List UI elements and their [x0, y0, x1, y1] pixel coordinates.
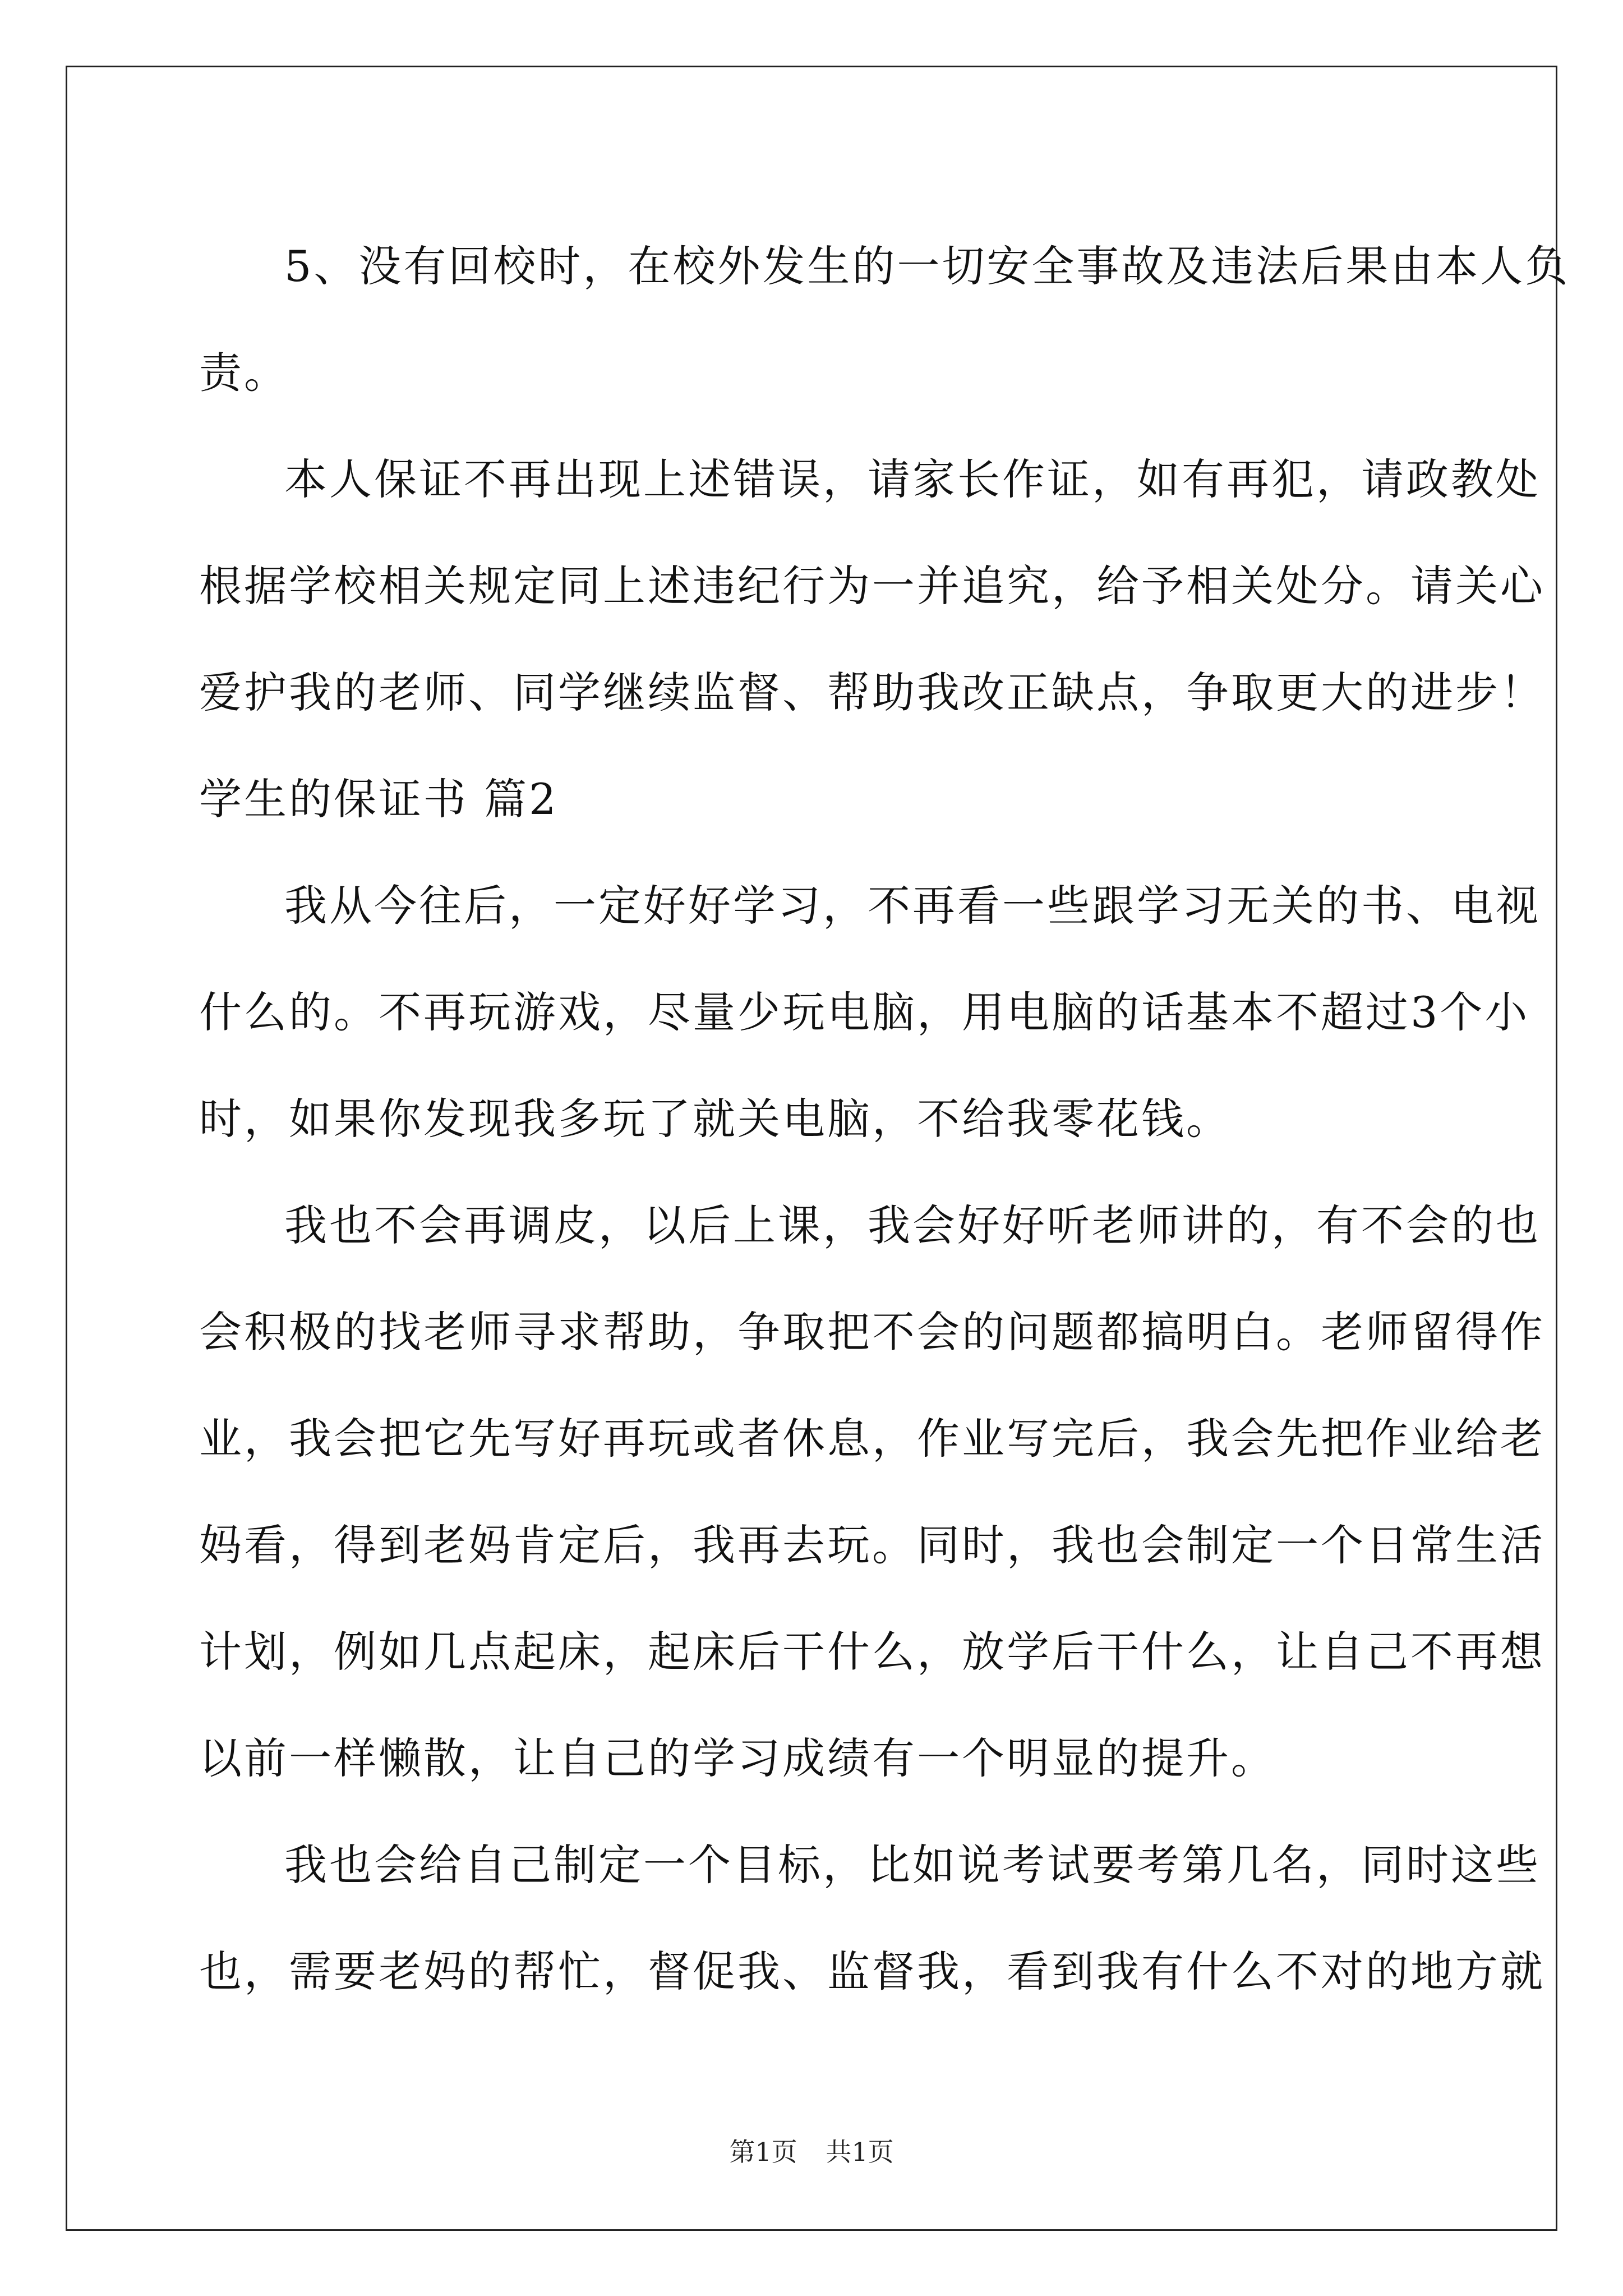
text-line: 什么的。不再玩游戏，尽量少玩电脑，用电脑的话基本不超过3个小 [199, 987, 1530, 1037]
text-line: 业，我会把它先写好再玩或者休息，作业写完后，我会先把作业给老 [199, 1414, 1545, 1464]
text-line: 计划，例如几点起床，起床后干什么，放学后干什么，让自己不再想 [199, 1627, 1545, 1677]
section-heading: 学生的保证书 篇2 [199, 774, 559, 824]
text-line: 时，如果你发现我多玩了就关电脑，不给我零花钱。 [199, 1094, 1231, 1144]
text-line: 责。 [199, 348, 289, 398]
text-line: 根据学校相关规定同上述违纪行为一并追究，给予相关处分。请关心 [199, 561, 1545, 611]
document-body [199, 213, 1570, 2025]
text-line: 以前一样懒散，让自己的学习成绩有一个明显的提升。 [199, 1733, 1276, 1783]
page-footer [0, 2132, 1623, 2169]
text-line: 我也不会再调皮，以后上课，我会好好听老师讲的，有不会的也 [284, 1200, 1541, 1250]
text-line: 我也会给自己制定一个目标，比如说考试要考第几名，同时这些 [284, 1840, 1541, 1890]
text-line: 爱护我的老师、同学继续监督、帮助我改正缺点，争取更大的进步！ [199, 668, 1545, 717]
text-line: 也，需要老妈的帮忙，督促我、监督我，看到我有什么不对的地方就 [199, 1947, 1545, 1996]
text-line: 我从今往后，一定好好学习，不再看一些跟学习无关的书、电视 [284, 881, 1541, 931]
page-number-total: 共1页 [826, 2137, 894, 2167]
text-line: 5、没有回校时，在校外发生的一切安全事故及违法后果由本人负 [284, 241, 1570, 291]
text-line: 本人保证不再出现上述错误，请家长作证，如有再犯，请政教处 [284, 454, 1541, 504]
page-number-current: 第1页 [729, 2137, 797, 2167]
text-line: 会积极的找老师寻求帮助，争取把不会的问题都搞明白。老师留得作 [199, 1307, 1545, 1357]
text-line: 妈看，得到老妈肯定后，我再去玩。同时，我也会制定一个日常生活 [199, 1520, 1545, 1570]
